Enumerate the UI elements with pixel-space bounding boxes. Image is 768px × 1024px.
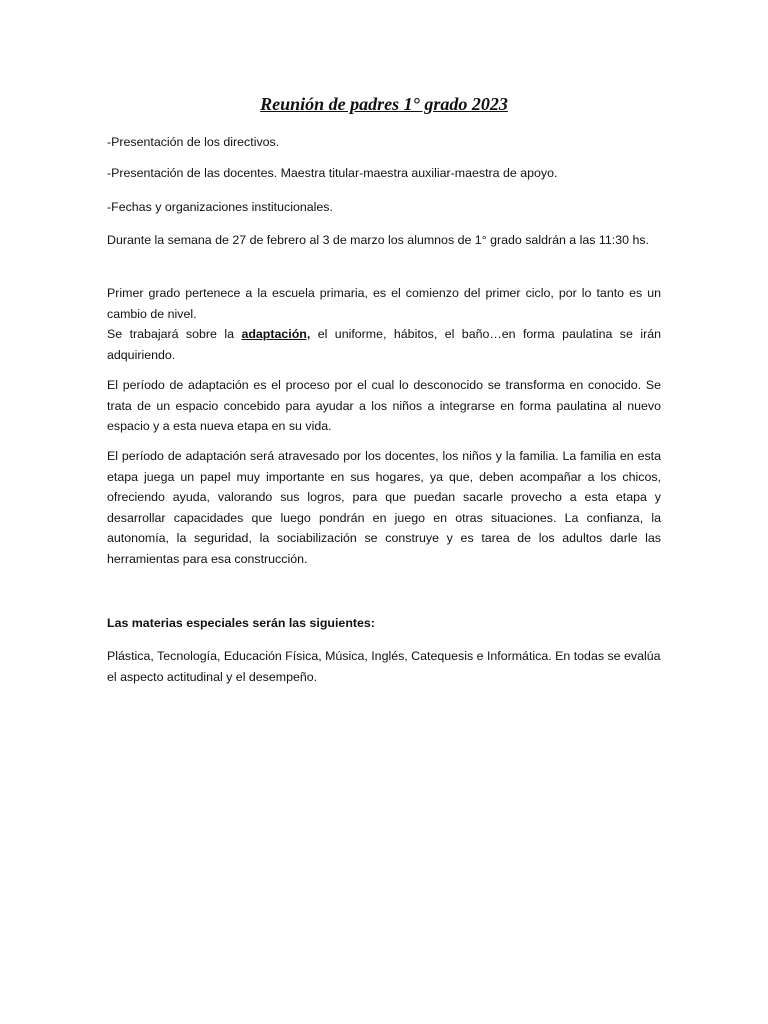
adaptation-definition-paragraph: El período de adaptación es el proceso por el cual lo desconocido se transforma en conocido. Se trata de un espacio concebido para ayudar a los niños a integrarse en forma paulatina al nuevo espacio y a esta nueva etapa en su vida. [107, 378, 661, 433]
intro-line-1: Primer grado pertenece a la escuela primaria, es el comienzo del primer ciclo, por lo tanto es un cambio de nivel. [107, 286, 661, 321]
adaptation-family-paragraph: El período de adaptación será atravesado por los docentes, los niños y la familia. La familia en esta etapa juega un papel muy importante en sus hogares, ya que, deben acompañar a los chicos, ofreciendo ayuda, valorando sus logros, para que puedan sacarle provecho a esta etapa y desarrollar capacidades que luego pondrán en juego en otras situaciones. La confianza, la autonomía, la seguridad, la sociabilización se construye y es tarea de los adultos darle las herramientas para esa construcción. [107, 449, 661, 566]
adaptation-emphasis: adaptación, [241, 327, 311, 341]
subjects-heading: Las materias especiales serán las siguientes: [107, 616, 375, 630]
document-title: Reunión de padres 1° grado 2023 [260, 94, 508, 114]
intro-line-2-post: el uniforme, hábitos, el baño…en forma paulatina se irán adquiriendo. [107, 327, 661, 362]
intro-line-2-pre: Se trabajará sobre la [107, 327, 242, 341]
schedule-paragraph: Durante la semana de 27 de febrero al 3 de marzo los alumnos de 1° grado saldrán a las 11:30 hs. [107, 233, 649, 247]
intro-line-2 [107, 324, 661, 365]
agenda-item-fechas: -Fechas y organizaciones institucionales. [107, 200, 333, 214]
agenda-item-docentes: -Presentación de las docentes. Maestra titular-maestra auxiliar-maestra de apoyo. [107, 166, 558, 180]
intro-paragraph [107, 283, 661, 365]
agenda-item-directivos: -Presentación de los directivos. [107, 135, 280, 149]
subjects-paragraph: Plástica, Tecnología, Educación Física, Música, Inglés, Catequesis e Informática. En todas se evalúa el aspecto actitudinal y el desempeño. [107, 649, 661, 684]
